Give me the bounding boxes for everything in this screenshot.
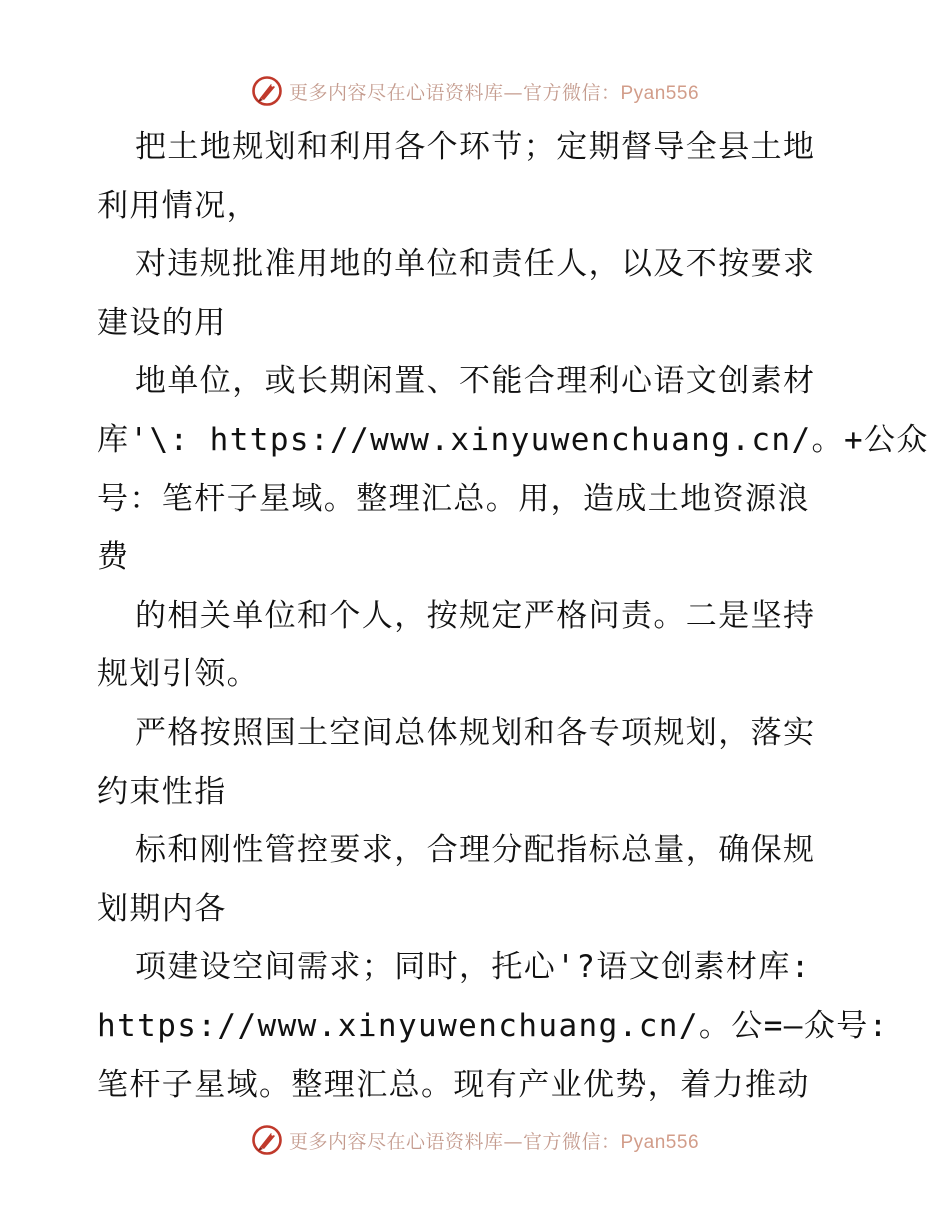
header-watermark <box>0 71 950 111</box>
body-line: 建设的用 <box>97 304 227 341</box>
document-body <box>97 118 929 1114</box>
body-line: 对违规批准用地的单位和责任人，以及不按要求 <box>135 246 816 283</box>
body-line: 标和刚性管控要求，合理分配指标总量，确保规 <box>135 832 816 869</box>
body-line: https://www.xinyuwenchuang.cn/。公=—众号: <box>97 1007 889 1044</box>
watermark-text <box>289 1127 699 1154</box>
footer-watermark <box>0 1120 950 1160</box>
body-line: 利用情况， <box>97 187 259 224</box>
body-line: 地单位，或长期闲置、不能合理利心语文创素材 <box>135 363 816 400</box>
body-line: 把土地规划和利用各个环节；定期督导全县土地 <box>135 129 816 165</box>
body-line: 约束性指 <box>97 773 227 810</box>
watermark-text <box>289 78 699 105</box>
body-line: 号：笔杆子星域。整理汇总。用，造成土地资源浪 <box>97 480 810 517</box>
body-line: 库'\: https://www.xinyuwenchuang.cn/。+公众 <box>97 421 929 458</box>
body-line: 笔杆子星域。整理汇总。现有产业优势，着力推动 <box>97 1066 810 1103</box>
body-line: 费 <box>97 539 130 576</box>
pen-logo-icon <box>251 1124 283 1156</box>
watermark-prefix: 更多内容尽在心语资料库—官方微信： <box>288 81 621 104</box>
body-line: 严格按照国土空间总体规划和各专项规划，落实 <box>135 714 816 751</box>
watermark-prefix: 更多内容尽在心语资料库—官方微信： <box>288 1130 621 1153</box>
body-line: 项建设空间需求；同时，托心'?语文创素材库: <box>135 949 811 986</box>
body-line: 的相关单位和个人，按规定严格问责。二是坚持 <box>135 597 816 634</box>
body-line: 划期内各 <box>97 890 227 927</box>
watermark-wechat-id: Pyan556 <box>620 1131 700 1153</box>
pen-logo-icon <box>251 75 283 107</box>
body-line: 规划引领。 <box>97 656 259 693</box>
watermark-wechat-id: Pyan556 <box>620 82 700 104</box>
